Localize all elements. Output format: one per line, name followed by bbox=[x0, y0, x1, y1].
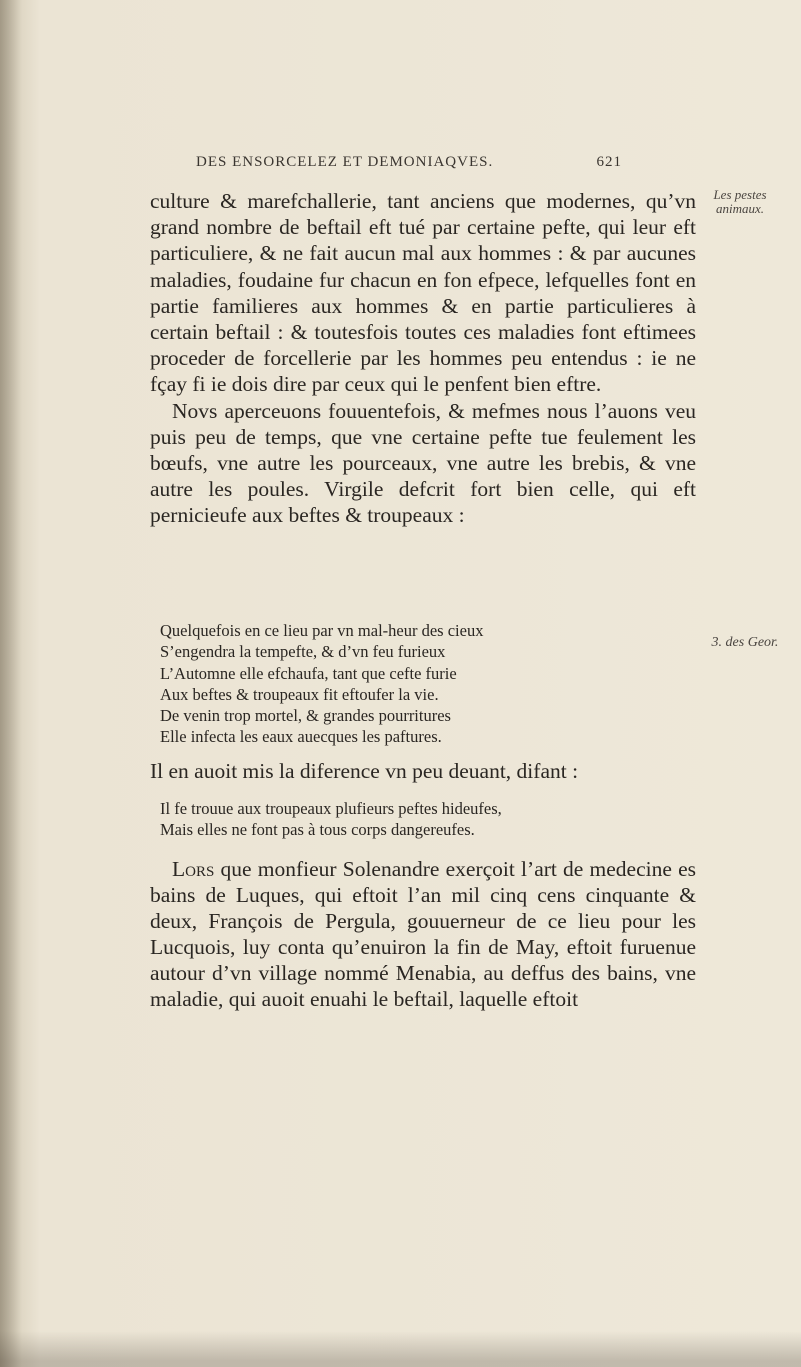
verse-line: Aux beftes & troupeaux fit eftoufer la vie. bbox=[160, 684, 439, 704]
page-number: 621 bbox=[596, 154, 622, 170]
verse-line: Quelquefois en ce lieu par vn mal-heur des cieux bbox=[160, 621, 484, 640]
margin-note-1: Les pestes animaux. bbox=[713, 187, 767, 216]
running-header bbox=[196, 154, 622, 171]
verse-quote-2 bbox=[160, 798, 680, 841]
paragraph-3: Il en auoit mis la diference vn peu deuant, difant : bbox=[150, 759, 579, 783]
main-text-block-2 bbox=[150, 856, 696, 1012]
verse-line: Mais elles ne font pas à tous corps dangereufes. bbox=[160, 820, 475, 840]
verse-line: Elle infecta les eaux auecques les paftures. bbox=[160, 727, 442, 747]
page-bottom-shadow bbox=[0, 1331, 801, 1367]
verse-line: De venin trop mortel, & grandes pourritures bbox=[160, 706, 451, 726]
paragraph-1: culture & marefchallerie, tant anciens que modernes, qu’vn grand nombre de beftail eft tué par certaine pefte, qui leur eft particuliere, & ne fait aucun mal aux hommes : & par aucunes maladies, foudaine fur chacun en fon efpece, lefquelles font en partie familieres aux hommes & en partie particulieres à certain beftail : & toutesfois toutes ces maladies font eftimees proceder de forcellerie par les hommes peu entendus : ie ne fçay fi ie dois dire par ceux qui le penfent bien eftre. bbox=[150, 189, 696, 397]
paragraph-4-lead: Lors bbox=[172, 857, 215, 881]
verse-quote-1 bbox=[160, 620, 680, 748]
paragraph-2: Novs aperceuons fouuentefois, & mefmes nous l’auons veu puis peu de temps, que vne certaine pefte tue feulement les bœufs, vne autre les pourceaux, vne autre les brebis, & vne autre les poules. Virgile defcrit fort bien celle, qui eft pernicieufe aux beftes & troupeaux : bbox=[150, 398, 696, 528]
main-text-block bbox=[150, 188, 696, 529]
margin-note-2: 3. des Geor. bbox=[711, 635, 779, 650]
verse-line: L’Automne elle efchaufa, tant que cefte furie bbox=[160, 663, 457, 683]
spine-shadow bbox=[0, 0, 22, 1367]
verse-line: S’engendra la tempefte, & d’vn feu furieux bbox=[160, 642, 446, 662]
running-title: DES ENSORCELEZ ET DEMONIAQVES. bbox=[196, 154, 494, 170]
paragraph-4-text: que monfieur Solenandre exerçoit l’art de medecine es bains de Luques, qui eftoit l’an mil cinq cens cinquante & deux, François de Pergula, gouuerneur de ce lieu pour les Lucquois, luy conta qu’enuiron la fin de May, eftoit furuenue autour d’vn village nommé Menabia, au deffus des bains, vne maladie, qui auoit enuahi le beftail, laquelle eftoit bbox=[150, 857, 696, 1011]
verse-line: Il fe trouue aux troupeaux plufieurs peftes hideufes, bbox=[160, 799, 502, 818]
paragraph-4 bbox=[150, 856, 696, 1012]
